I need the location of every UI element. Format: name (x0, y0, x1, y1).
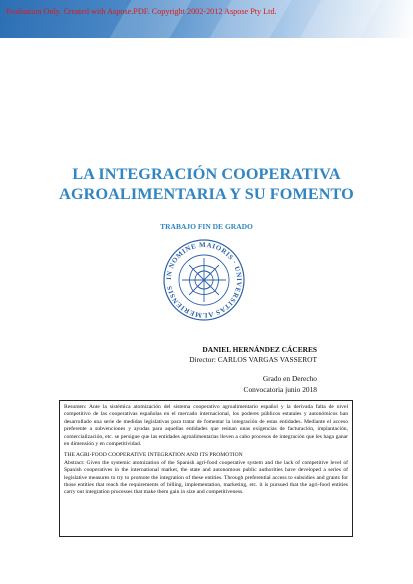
evaluation-banner (0, 0, 413, 38)
title-line-2: AGROALIMENTARIA Y SU FOMENTO (59, 185, 354, 203)
english-title: THE AGRI-FOOD COOPERATIVE INTEGRATION AND ITS PROMOTION (64, 452, 243, 459)
document-title (20, 164, 393, 204)
degree-name: Grado en Derecho (262, 374, 317, 383)
university-seal (162, 238, 246, 322)
title-line-1: LA INTEGRACIÓN COOPERATIVA (72, 165, 341, 183)
exam-session: Convocatoria junio 2018 (243, 385, 317, 394)
seal-ring-text: IN NOMINE MAIORIS · UNIVERSITAS ALMERIENSIS (164, 240, 244, 320)
resumen-paragraph: Resumen: Ante la sistémica atomización del sistema cooperativo agroalimentario español y la derivada falta de nivel competitivo de las cooperativas españolas en el mercado internacional, los poderes públicos estatales y autonómicos han desarrollado una serie de medidas legislativas para tratar de fomentar la integración de estas entidades. Mediante el acceso preferente a subvenciones y ayudas para aquellas entidades que reúnan unas exigencias de facturación, implantación, comercialización, etc. se persigue que las entidades agroalimentarias lleven a cabo procesos de integración que les haga ganar en dimensión y en competitividad. (64, 404, 348, 448)
watermark-text: Evaluation Only. Created with Aspose.PDF. Copyright 2002-2012 Aspose Pty Ltd. (6, 7, 277, 16)
abstract-box (59, 400, 353, 537)
director-name: Director: CARLOS VARGAS VASSEROT (189, 355, 317, 364)
document-subtitle: TRABAJO FIN DE GRADO (160, 222, 253, 231)
author-name: DANIEL HERNÁNDEZ CÁCERES (202, 345, 317, 354)
english-abstract-paragraph: Abstract: Given the systemic atomization of the Spanish agri-food cooperative system and the lack of competitive level of Spanish cooperatives in the international market, the state and autonomous public authorities have developed a series of legislative measures to try to promote the integration of these entities. Through preferential access to subsidies and grants for those entities that reach the requirements of billing, implementation, marketing, etc. it is pursued that the agri-food entities carry out integration processes that make them gain in size and competitiveness. (64, 459, 348, 496)
